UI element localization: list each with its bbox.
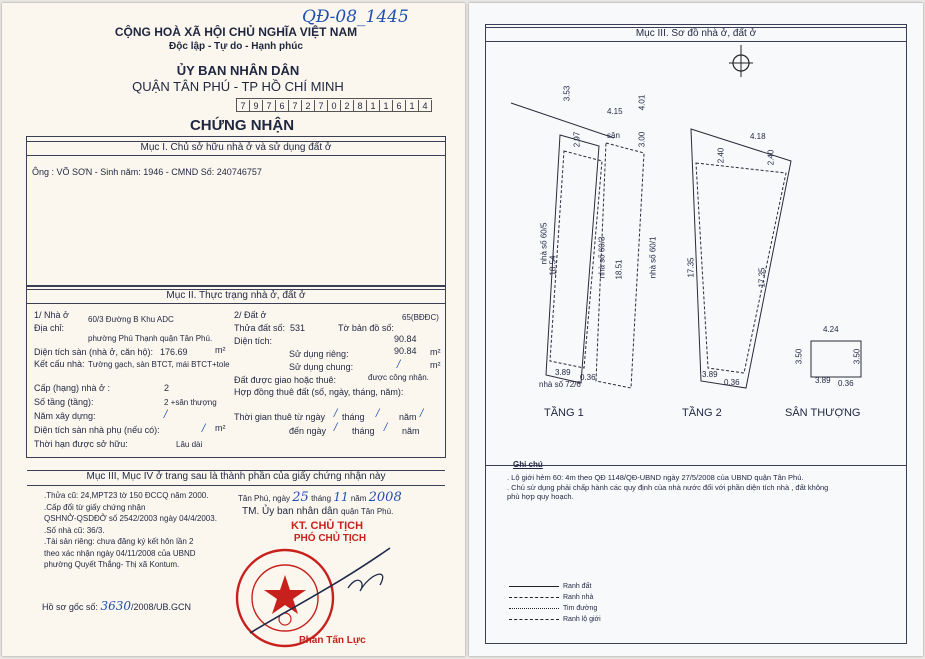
- dim-yard-right: 3.00: [637, 131, 647, 148]
- serial-number: [236, 98, 432, 112]
- dim-floor2-top: 4.18: [750, 132, 766, 141]
- certificate-title: CHỨNG NHẬN: [189, 117, 295, 134]
- certificate-front-page: [2, 3, 465, 656]
- land-heading: 2/ Đất ở: [234, 310, 267, 320]
- section3-map-title: Mục III. Sơ đồ nhà ở, đất ở: [486, 27, 906, 42]
- lease-contract-label: Hợp đồng thuê đất (số, ngày, tháng, năm):: [234, 387, 404, 397]
- note-line: QSHNỞ-QSDĐỞ số 2542/2003 ngày 04/4/2003.: [44, 514, 217, 523]
- grade-value: 2: [164, 383, 170, 393]
- dim-floor2-left-side: 17.35: [686, 257, 696, 278]
- grade-label: Cấp (hạng) nhà ở :: [34, 383, 110, 393]
- land-area-value: 90.84: [394, 334, 417, 344]
- district-name: QUẬN TÂN PHÚ - TP HỒ CHÍ MINH: [132, 79, 344, 94]
- star-emblem-icon: [264, 575, 306, 614]
- street-label-60-1: nhà số 60/1: [648, 236, 658, 279]
- ownership-term-value: Lâu dài: [176, 440, 203, 449]
- dim-roof-bottom: 3.89: [815, 376, 831, 385]
- dim-floor2-right: 2.40: [766, 149, 776, 166]
- private-use-label: Sử dụng riêng:: [289, 349, 349, 359]
- lease-to-label: đến ngày: [289, 426, 327, 436]
- dim-floor1-wall: 0.36: [580, 373, 596, 382]
- serial-digit: 1: [380, 100, 393, 112]
- notes-divider: [486, 465, 906, 466]
- legend-line-icon: [509, 597, 559, 598]
- note-line: phường Quyết Thắng- Thị xã Kontum.: [44, 560, 180, 569]
- legend-item: [509, 581, 601, 592]
- note-line: .Số nhà cũ: 36/3.: [44, 525, 105, 535]
- legend-line-icon: [509, 586, 559, 587]
- floor1-label: TẦNG 1: [544, 407, 584, 419]
- form-code: QĐ-08_1445: [302, 7, 409, 27]
- private-use-value: 90.84: [394, 346, 417, 356]
- parcel-value: 531: [290, 323, 306, 333]
- registry-number: Hồ sơ gốc số: 3630/2008/UB.GCN: [42, 599, 192, 613]
- map-notes-list: [507, 473, 828, 502]
- serial-digit: 9: [250, 100, 263, 112]
- note-line: .Tài sản riêng: chưa đăng ký kết hôn lần 2: [44, 537, 194, 546]
- certificate-back-page: [469, 3, 923, 656]
- floor-area-label: Diện tích sàn (nhà ở, căn hộ):: [34, 347, 153, 357]
- lease-to-month: /: [384, 422, 388, 433]
- dim-floor2-right-side: 17.35: [757, 267, 767, 288]
- legend-label: Ranh lộ giới: [563, 616, 601, 623]
- map-note-line: phù hợp quy hoạch.: [507, 492, 574, 501]
- street-label-72-6: nhà số 72/6: [539, 380, 581, 389]
- street-label-60-5: nhà số 60/5: [539, 222, 549, 265]
- section2-title: Mục II. Thực trạng nhà ở, đất ở: [27, 289, 445, 304]
- lease-from-label: Thời gian thuê từ ngày: [234, 412, 325, 422]
- serial-digit: 7: [237, 100, 250, 112]
- map-sheet-value: 65(BĐĐC): [402, 313, 439, 322]
- floor2-label: TẦNG 2: [682, 407, 722, 419]
- section3-note-title: Mục III, Mục IV ở trang sau là thành phần của giấy chứng nhận này: [27, 470, 445, 486]
- legend-item: [509, 592, 601, 603]
- floors-value: 2 +sân thượng: [164, 398, 217, 407]
- issuing-authority: TM. Ủy ban nhân dân quận Tân Phú.: [242, 506, 394, 517]
- lease-to-day: /: [334, 422, 338, 433]
- legend-label: Ranh nhà: [563, 594, 594, 601]
- serial-digit: 0: [328, 100, 341, 112]
- aux-area-unit: m²: [215, 423, 226, 433]
- dim-roof-right: 3.50: [852, 348, 862, 365]
- note-line: theo xác nhận ngày 04/11/2008 của UBND: [44, 548, 196, 558]
- yard-label: sân: [607, 131, 620, 140]
- floor-area-value: 176.69: [160, 347, 188, 357]
- serial-digit: 1: [406, 100, 419, 112]
- dim-top-width: 4.15: [607, 107, 623, 116]
- note-line: .Thửa cũ: 24,MPT23 tờ 150 ĐCCQ năm 2000.: [44, 491, 209, 500]
- legend-line-icon: [509, 608, 559, 609]
- dim-floor2-left: 2.40: [716, 147, 726, 164]
- map-sheet-label: Tờ bản đồ số:: [338, 323, 394, 333]
- north-arrow-icon: [729, 45, 753, 77]
- serial-digit: 2: [302, 100, 315, 112]
- aux-area-value: /: [202, 423, 206, 434]
- lease-from-month: /: [376, 408, 380, 419]
- dim-roof-top: 4.24: [823, 325, 839, 334]
- floor-area-unit: m²: [215, 345, 226, 355]
- republic-title: CỘNG HOÀ XÃ HỘI CHỦ NGHĨA VIỆT NAM: [114, 25, 358, 39]
- dim-floor2-wall: 0.36: [724, 378, 740, 387]
- private-use-unit: m²: [430, 347, 441, 357]
- legend-item: [509, 603, 601, 614]
- street-label-60-3: nhà số 60/3: [597, 236, 607, 279]
- owner-line: Ông : VÕ SƠN - Sinh năm: 1946 - CMND Số: 240746757: [32, 167, 262, 177]
- lease-to-year-label: năm: [402, 426, 420, 436]
- serial-digit: 7: [289, 100, 302, 112]
- address-line1: 60/3 Đường B Khu ADC: [88, 315, 174, 324]
- section1-title: Mục I. Chủ sở hữu nhà ở và sử dụng đất ở: [27, 141, 445, 156]
- roof-terrace-label: SÂN THƯỢNG: [785, 407, 861, 419]
- address-label: Địa chỉ:: [34, 323, 65, 333]
- signer-title1: KT. CHỦ TỊCH: [290, 520, 364, 532]
- map-note-line: . Lộ giới hẻm 60: 4m theo QĐ 1148/QĐ-UBND ngày 27/5/2008 của UBND quận Tân Phú.: [507, 473, 804, 482]
- year-built-value: /: [164, 409, 168, 420]
- aux-area-label: Diện tích sàn nhà phụ (nếu có):: [34, 425, 160, 435]
- dim-roof-left: 3.50: [794, 348, 804, 365]
- committee-name: ỦY BAN NHÂN DÂN: [176, 63, 300, 78]
- issue-date: Tân Phú, ngày 25 tháng 11 năm 2008: [238, 490, 402, 505]
- serial-digit: 2: [341, 100, 354, 112]
- signer-name: Phan Tấn Lực: [299, 635, 366, 646]
- map-note-line: . Chủ sử dụng phải chấp hành các quy định của nhà nước đối với phần diện tích nhà , đất không: [507, 482, 829, 492]
- signer-title2: PHÓ CHỦ TỊCH: [293, 533, 367, 544]
- structure-value: Tường gạch, sàn BTCT, mái BTCT+tole: [88, 360, 230, 369]
- lease-to-month-label: tháng: [352, 426, 375, 436]
- serial-digit: 6: [393, 100, 406, 112]
- section1-box: [26, 136, 446, 286]
- motto: Độc lập - Tự do - Hạnh phúc: [169, 41, 303, 52]
- land-area-label: Diện tích:: [234, 336, 273, 346]
- serial-digit: 6: [276, 100, 289, 112]
- dim-floor1-left: 18.54: [548, 255, 558, 276]
- notes-list: [44, 490, 217, 571]
- dim-floor1-bottom: 3.89: [555, 368, 571, 377]
- land-grant-label: Đất được giao hoặc thuê:: [234, 375, 336, 385]
- common-use-value: /: [397, 359, 401, 370]
- dim-floor2-bottom: 3.89: [702, 370, 718, 379]
- lease-from-year-label: năm: [399, 412, 417, 422]
- common-use-unit: m²: [430, 360, 441, 370]
- legend-item: [509, 614, 601, 625]
- dim-roof-wall: 0.36: [838, 379, 854, 388]
- serial-digit: 1: [367, 100, 380, 112]
- legend-label: Tim đường: [563, 605, 598, 612]
- address-line2: phường Phú Thạnh quận Tân Phú.: [88, 334, 213, 343]
- lease-from-month-label: tháng: [342, 412, 365, 422]
- note-line: .Cấp đổi từ giấy chứng nhận: [44, 502, 146, 512]
- serial-digit: 8: [354, 100, 367, 112]
- legend-label: Ranh đất: [563, 583, 592, 590]
- land-grant-value: được công nhận.: [368, 373, 429, 382]
- serial-digit: 4: [419, 100, 432, 112]
- dim-top-left: 3.53: [562, 85, 572, 102]
- lease-from-day: /: [334, 408, 338, 419]
- serial-digit: 7: [263, 100, 276, 112]
- floors-label: Số tầng (tầng):: [34, 397, 94, 407]
- street-boundary: [511, 103, 614, 138]
- dim-yard-left: 2.97: [572, 131, 582, 148]
- dim-top-right: 4.01: [637, 94, 647, 111]
- year-built-label: Năm xây dựng:: [34, 411, 96, 421]
- house-heading: 1/ Nhà ở: [34, 310, 69, 320]
- parcel-label: Thửa đất số:: [234, 323, 286, 333]
- lease-from-year: /: [420, 408, 424, 419]
- map-legend: [509, 581, 601, 625]
- legend-line-icon: [509, 619, 559, 620]
- common-use-label: Sử dụng chung:: [289, 362, 354, 372]
- structure-label: Kết cấu nhà:: [34, 359, 85, 369]
- serial-digit: 7: [315, 100, 328, 112]
- dim-floor1-right: 18.51: [614, 259, 624, 280]
- ownership-term-label: Thời hạn được sở hữu:: [34, 439, 128, 449]
- site-plan-drawing: [486, 43, 906, 453]
- map-notes-title: Ghi chú: [513, 460, 543, 469]
